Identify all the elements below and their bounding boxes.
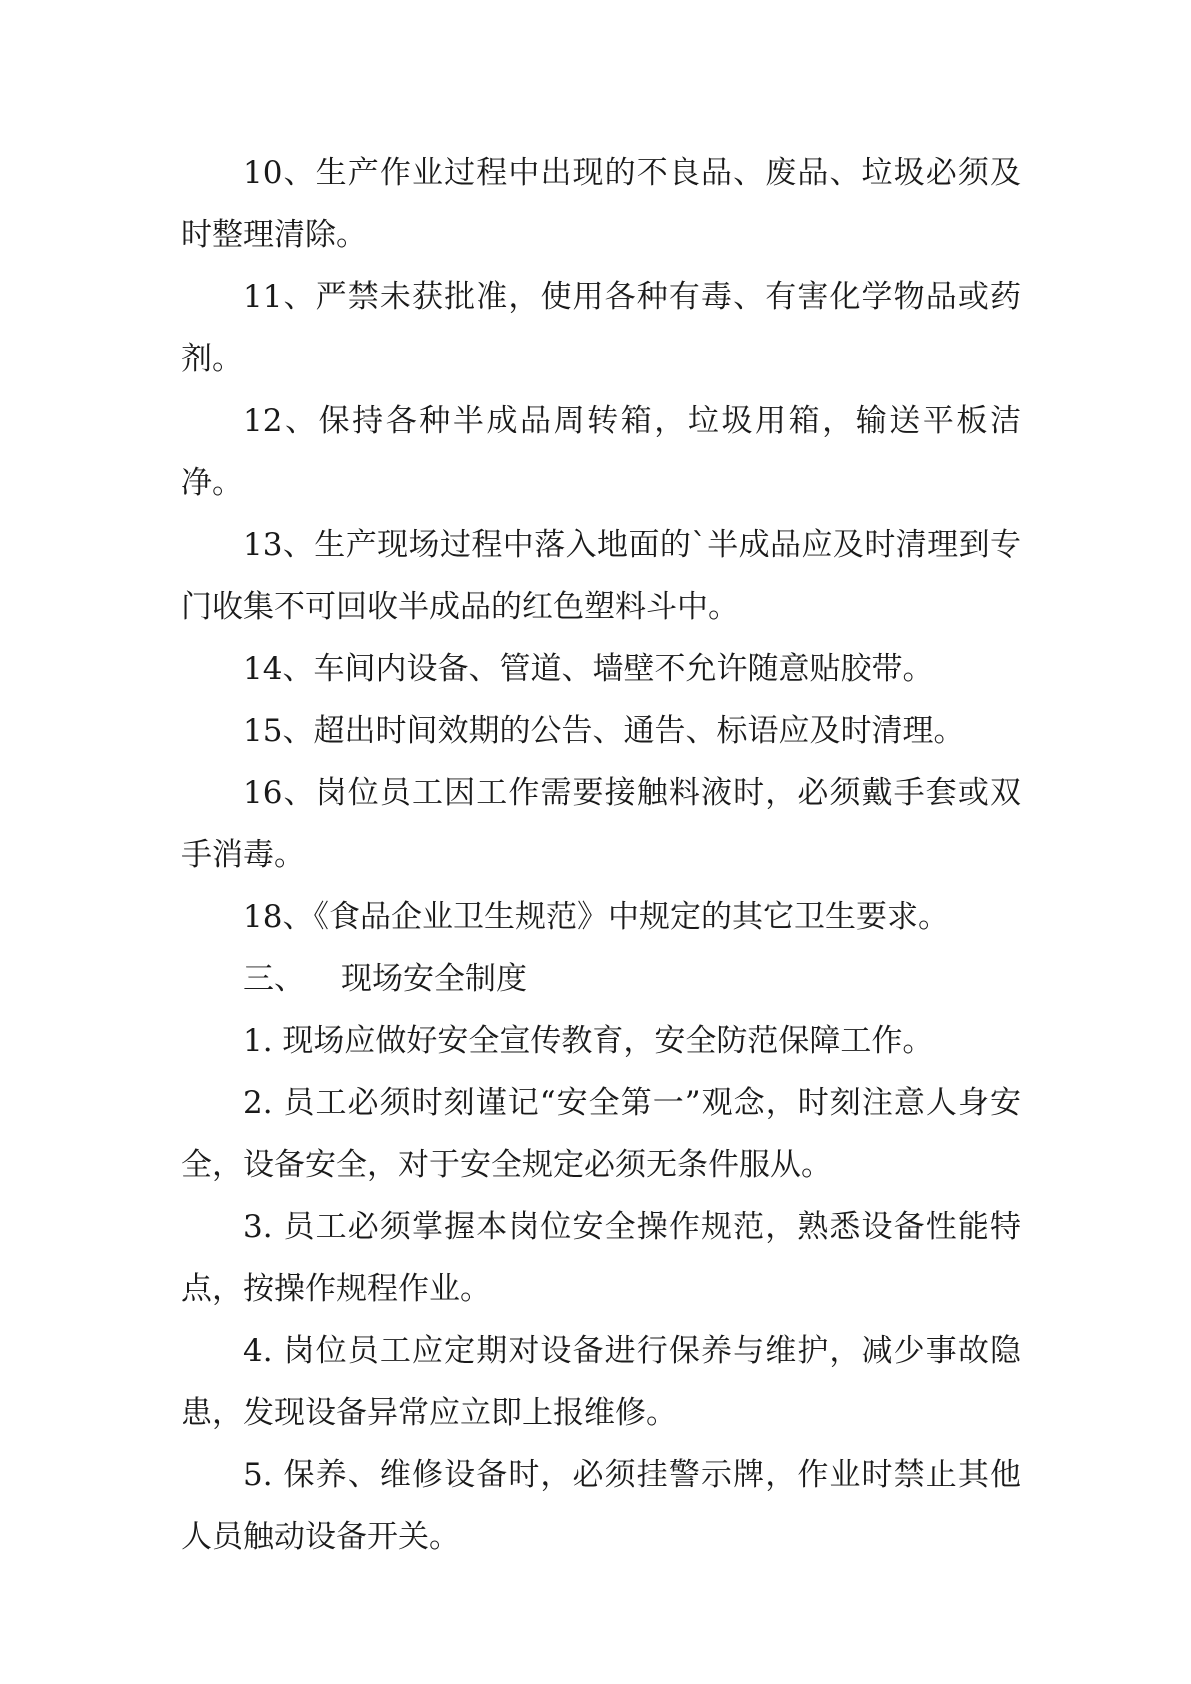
- paragraph-item-10: 10、生产作业过程中出现的不良品、废品、垃圾必须及时整理清除。: [181, 155, 1021, 253]
- safety-rule-5: 5. 保养、维修设备时，必须挂警示牌，作业时禁止其他人员触动设备开关。: [181, 1457, 1021, 1555]
- safety-rule-1: 1. 现场应做好安全宣传教育，安全防范保障工作。: [243, 1023, 934, 1059]
- paragraph-item-16: 16、岗位员工因工作需要接触料液时，必须戴手套或双手消毒。: [181, 775, 1021, 873]
- section-title: 现场安全制度: [341, 961, 527, 997]
- paragraph-item-18: 18、《食品企业卫生规范》中规定的其它卫生要求。: [243, 899, 949, 935]
- section-number: 三、: [243, 961, 305, 997]
- safety-rule-2: 2. 员工必须时刻谨记“安全第一”观念，时刻注意人身安全，设备安全，对于安全规定必须无条件服从。: [181, 1085, 1021, 1183]
- safety-rule-4: 4. 岗位员工应定期对设备进行保养与维护，减少事故隐患，发现设备异常应立即上报维修。: [181, 1333, 1021, 1431]
- paragraph-item-11: 11、严禁未获批准，使用各种有毒、有害化学物品或药剂。: [181, 279, 1021, 377]
- document-body: [181, 142, 1021, 1568]
- paragraph-item-14: 14、车间内设备、管道、墙壁不允许随意贴胶带。: [243, 651, 934, 687]
- paragraph-item-13: 13、生产现场过程中落入地面的`半成品应及时清理到专门收集不可回收半成品的红色塑料斗中。: [181, 527, 1021, 625]
- paragraph-item-12: 12、保持各种半成品周转箱，垃圾用箱，输送平板洁净。: [181, 403, 1021, 501]
- paragraph-item-15: 15、超出时间效期的公告、通告、标语应及时清理。: [243, 713, 965, 749]
- section-heading: [181, 948, 1021, 1010]
- safety-rule-3: 3. 员工必须掌握本岗位安全操作规范，熟悉设备性能特点，按操作规程作业。: [181, 1209, 1021, 1307]
